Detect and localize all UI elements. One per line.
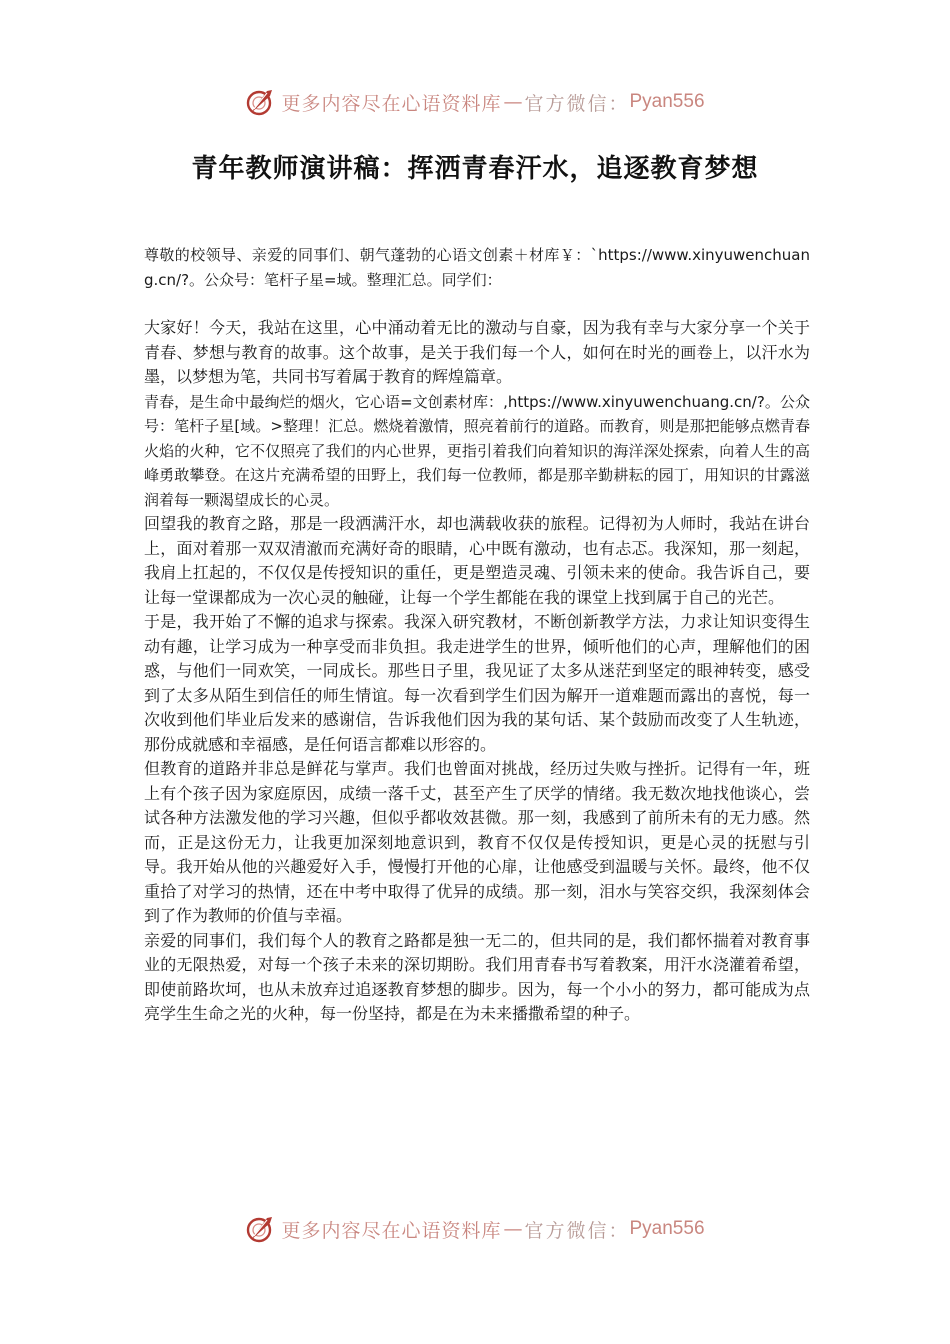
document-body [144,243,810,1027]
paragraph-greeting: 大家好！今天，我站在这里，心中涌动着无比的激动与自豪，因为我有幸与大家分享一个关于青春、梦想与教育的故事。这个故事，是关于我们每一个人，如何在时光的画卷上，以汗水为墨，以梦想为笔，共同书写着属于教育的辉煌篇章。 [144,318,810,386]
quill-pen-logo-icon [245,87,275,117]
footer-banner [0,1209,950,1249]
paragraph-challenge: 但教育的道路并非总是鲜花与掌声。我们也曾面对挑战，经历过失败与挫折。记得有一年，班上有个孩子因为家庭原因，成绩一落千丈，甚至产生了厌学的情绪。我无数次地找他谈心，尝试各种方法激发他的学习兴趣，但似乎都收效甚微。那一刻，我感到了前所未有的无力感。然而，正是这份无力，让我更加深刻地意识到，教育不仅仅是传授知识，更是心灵的抚慰与引导。我开始从他的兴趣爱好入手，慢慢打开他的心扉，让他感受到温暖与关怀。最终，他不仅重拾了对学习的热情，还在中考中取得了优异的成绩。那一刻，泪水与笑容交织，我深刻体会到了作为教师的价值与幸福。 [144,759,810,925]
header-banner-separator: — [503,91,523,113]
paragraph-salutation: 尊敬的校领导、亲爱的同事们、朝气蓬勃的心语文创素＋材库￥：`https://www.xinyuwenchuang.cn/?。公众号：笔杆子星=域。整理汇总。同学们： [144,246,810,289]
footer-banner-text: 更多内容尽在心语资料库 [281,1219,502,1242]
paragraph-gap [144,292,810,316]
header-banner [0,82,950,122]
header-banner-official: 官方微信： [524,92,630,115]
quill-pen-logo-icon [245,1214,275,1244]
footer-banner-official: 官方微信： [524,1219,630,1242]
header-banner-wechat-id: Pyan556 [629,91,705,112]
page-title: 青年教师演讲稿：挥洒青春汗水，追逐教育梦想 [191,154,759,184]
footer-banner-wechat-id: Pyan556 [629,1218,705,1239]
header-banner-text: 更多内容尽在心语资料库 [281,92,502,115]
paragraph-pursuit: 于是，我开始了不懈的追求与探索。我深入研究教材，不断创新教学方法，力求让知识变得生动有趣，让学习成为一种享受而非负担。我走进学生的世界，倾听他们的心声，理解他们的困惑，与他们一同欢笑，一同成长。那些日子里，我见证了太多从迷茫到坚定的眼神转变，感受到了太多从陌生到信任的师生情谊。每一次看到学生们因为解开一道难题而露出的喜悦，每一次收到他们毕业后发来的感谢信，告诉我他们因为我的某句话、某个鼓励而改变了人生轨迹，那份成就感和幸福感，是任何语言都难以形容的。 [144,612,810,754]
footer-banner-separator: — [503,1218,523,1240]
paragraph-youth: 青春，是生命中最绚烂的烟火，它心语=文创素材库：,https://www.xinyuwenchuang.cn/?。公众号：笔杆子星[域。>整理！汇总。燃烧着激情，照亮着前行的道路。而教育，则是那把能够点燃青春火焰的火种，它不仅照亮了我们的内心世界，更指引着我们向着知识的海洋深处探索，向着人生的高峰勇敢攀登。在这片充满希望的田野上，我们每一位教师，都是那辛勤耕耘的园丁，用知识的甘露滋润着每一颗渴望成长的心灵。 [144,392,810,509]
paragraph-lookback: 回望我的教育之路，那是一段洒满汗水，却也满载收获的旅程。记得初为人师时，我站在讲台上，面对着那一双双清澈而充满好奇的眼睛，心中既有激动，也有忐忑。我深知，那一刻起，我肩上扛起的，不仅仅是传授知识的重任，更是塑造灵魂、引领未来的使命。我告诉自己，要让每一堂课都成为一次心灵的触碰，让每一个学生都能在我的课堂上找到属于自己的光芒。 [144,514,810,607]
paragraph-colleagues: 亲爱的同事们，我们每个人的教育之路都是独一无二的，但共同的是，我们都怀揣着对教育事业的无限热爱，对每一个孩子未来的深切期盼。我们用青春书写着教案，用汗水浇灌着希望，即使前路坎坷，也从未放弃过追逐教育梦想的脚步。因为，每一个小小的努力，都可能成为点亮学生生命之光的火种，每一份坚持，都是在为未来播撒希望的种子。 [144,930,810,1023]
